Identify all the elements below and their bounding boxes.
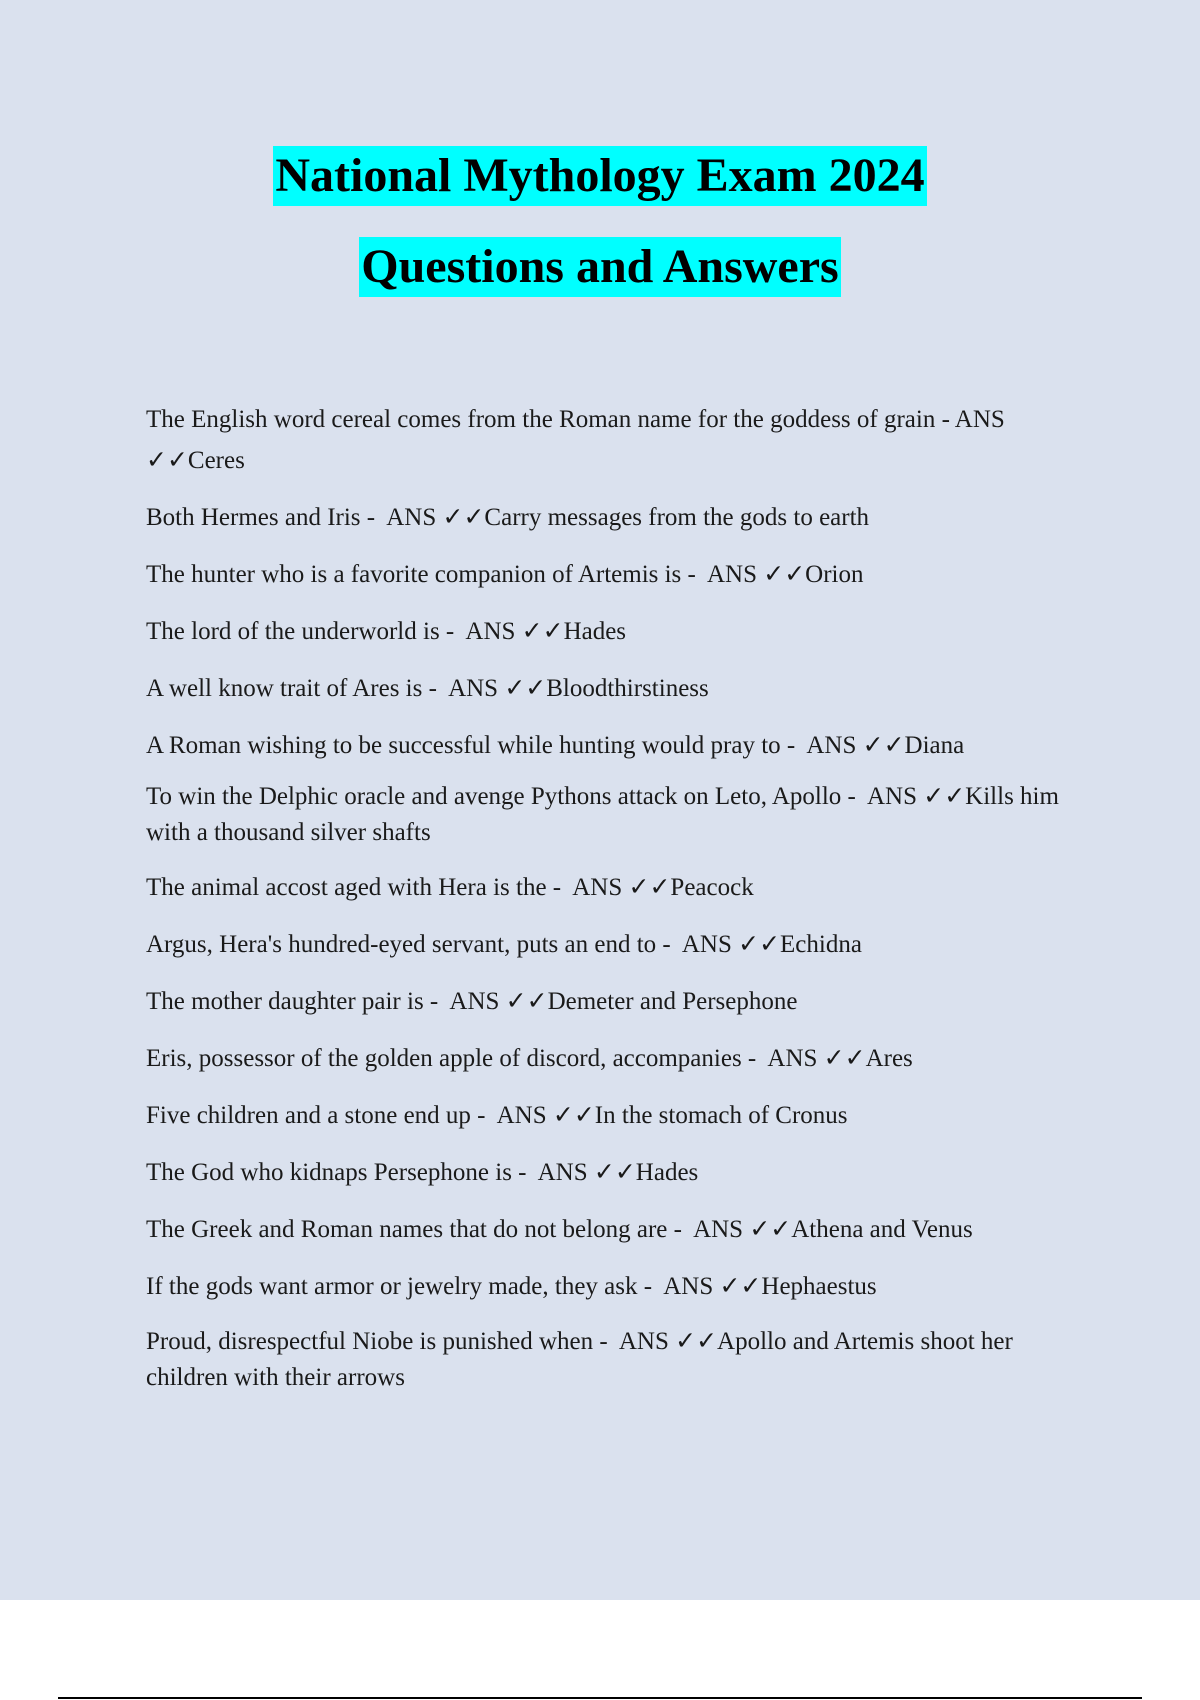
question-text: To win the Delphic oracle and avenge Pythons attack on Leto, Apollo - — [146, 783, 863, 810]
double-check-icon: ✓✓ — [593, 1157, 636, 1186]
question-text: The English word cereal comes from the Roman name for the goddess of grain - — [146, 406, 950, 433]
qa-item — [146, 924, 1096, 965]
answer-text: Carry messages from the gods to earth — [484, 504, 870, 531]
qa-item — [146, 554, 1096, 595]
question-text: If the gods want armor or jewelry made, they ask - — [146, 1273, 659, 1300]
answer-text: Peacock — [670, 874, 754, 901]
answer-text: Orion — [805, 561, 864, 588]
answer-text: Diana — [904, 732, 965, 759]
answer-label: ANS — [465, 618, 516, 645]
answer-label: ANS — [681, 931, 732, 958]
double-check-icon: ✓✓ — [442, 502, 485, 531]
qa-item — [146, 981, 1096, 1022]
answer-label: ANS — [386, 504, 437, 531]
question-text: Five children and a stone end up - — [146, 1102, 492, 1129]
answer-label: ANS — [537, 1159, 588, 1186]
answer-label: ANS — [767, 1045, 818, 1072]
question-text: The hunter who is a favorite companion of Artemis is - — [146, 561, 703, 588]
answer-label: ANS — [618, 1328, 669, 1355]
page-title: National Mythology Exam 2024 — [273, 146, 926, 206]
answer-label: ANS — [663, 1273, 714, 1300]
answer-text: Ceres — [187, 447, 245, 474]
question-text: Proud, disrespectful Niobe is punished when - — [146, 1328, 614, 1355]
qa-item — [146, 725, 1096, 766]
question-text: The animal accost aged with Hera is the - — [146, 874, 568, 901]
answer-text: Hades — [635, 1159, 699, 1186]
double-check-icon: ✓✓ — [862, 730, 905, 759]
double-check-icon: ✓✓ — [675, 1326, 718, 1355]
double-check-icon: ✓✓ — [521, 616, 564, 645]
footer-divider — [58, 1697, 1142, 1699]
answer-text: In the stomach of Cronus — [594, 1102, 848, 1129]
answer-text: Hephaestus — [761, 1273, 877, 1300]
qa-item — [146, 1152, 1096, 1193]
qa-item — [146, 1323, 1096, 1396]
answer-text: Bloodthirstiness — [546, 675, 709, 702]
question-text: The God who kidnaps Persephone is - — [146, 1159, 533, 1186]
qa-item — [146, 1266, 1096, 1307]
answer-label: ANS — [806, 732, 857, 759]
qa-item — [146, 1095, 1096, 1136]
qa-item — [146, 1038, 1096, 1079]
question-text: Argus, Hera's hundred-eyed servant, puts an end to - — [146, 931, 677, 958]
double-check-icon: ✓✓ — [719, 1271, 762, 1300]
qa-item — [146, 611, 1096, 652]
question-text: The Greek and Roman names that do not belong are - — [146, 1216, 689, 1243]
qa-list — [146, 400, 1096, 1396]
double-check-icon: ✓✓ — [823, 1043, 866, 1072]
double-check-icon: ✓✓ — [146, 445, 188, 474]
answer-label: ANS — [448, 675, 499, 702]
double-check-icon: ✓✓ — [763, 559, 806, 588]
double-check-icon: ✓✓ — [923, 781, 966, 810]
answer-text: Ares — [865, 1045, 913, 1072]
answer-label: ANS — [496, 1102, 547, 1129]
qa-item — [146, 1209, 1096, 1250]
answer-label: ANS — [954, 406, 1005, 433]
double-check-icon: ✓✓ — [504, 673, 547, 702]
answer-text: Athena and Venus — [791, 1216, 973, 1243]
question-text: A Roman wishing to be successful while hunting would pray to - — [146, 732, 802, 759]
answer-label: ANS — [693, 1216, 744, 1243]
answer-label: ANS — [707, 561, 758, 588]
qa-item — [146, 497, 1096, 538]
answer-text: Demeter and Persephone — [547, 988, 798, 1015]
qa-item — [146, 867, 1096, 908]
answer-label: ANS — [572, 874, 623, 901]
answer-text: Kills him with a thousand silver shafts — [146, 783, 1066, 846]
double-check-icon: ✓✓ — [552, 1100, 595, 1129]
question-text: Both Hermes and Iris - — [146, 504, 382, 531]
title-block — [0, 146, 1200, 328]
qa-item — [146, 668, 1096, 709]
question-text: Eris, possessor of the golden apple of discord, accompanies - — [146, 1045, 763, 1072]
question-text: A well know trait of Ares is - — [146, 675, 444, 702]
question-text: The mother daughter pair is - — [146, 988, 445, 1015]
answer-text: Apollo and Artemis shoot her children with their arrows — [146, 1328, 1020, 1391]
answer-label: ANS — [449, 988, 500, 1015]
qa-item — [146, 778, 1096, 851]
qa-item — [146, 400, 1096, 481]
double-check-icon: ✓✓ — [738, 929, 781, 958]
answer-label: ANS — [867, 783, 918, 810]
double-check-icon: ✓✓ — [749, 1214, 792, 1243]
double-check-icon: ✓✓ — [628, 872, 671, 901]
answer-text: Echidna — [780, 931, 862, 958]
double-check-icon: ✓✓ — [505, 986, 548, 1015]
page-subtitle: Questions and Answers — [359, 237, 840, 297]
question-text: The lord of the underworld is - — [146, 618, 461, 645]
answer-text: Hades — [563, 618, 627, 645]
